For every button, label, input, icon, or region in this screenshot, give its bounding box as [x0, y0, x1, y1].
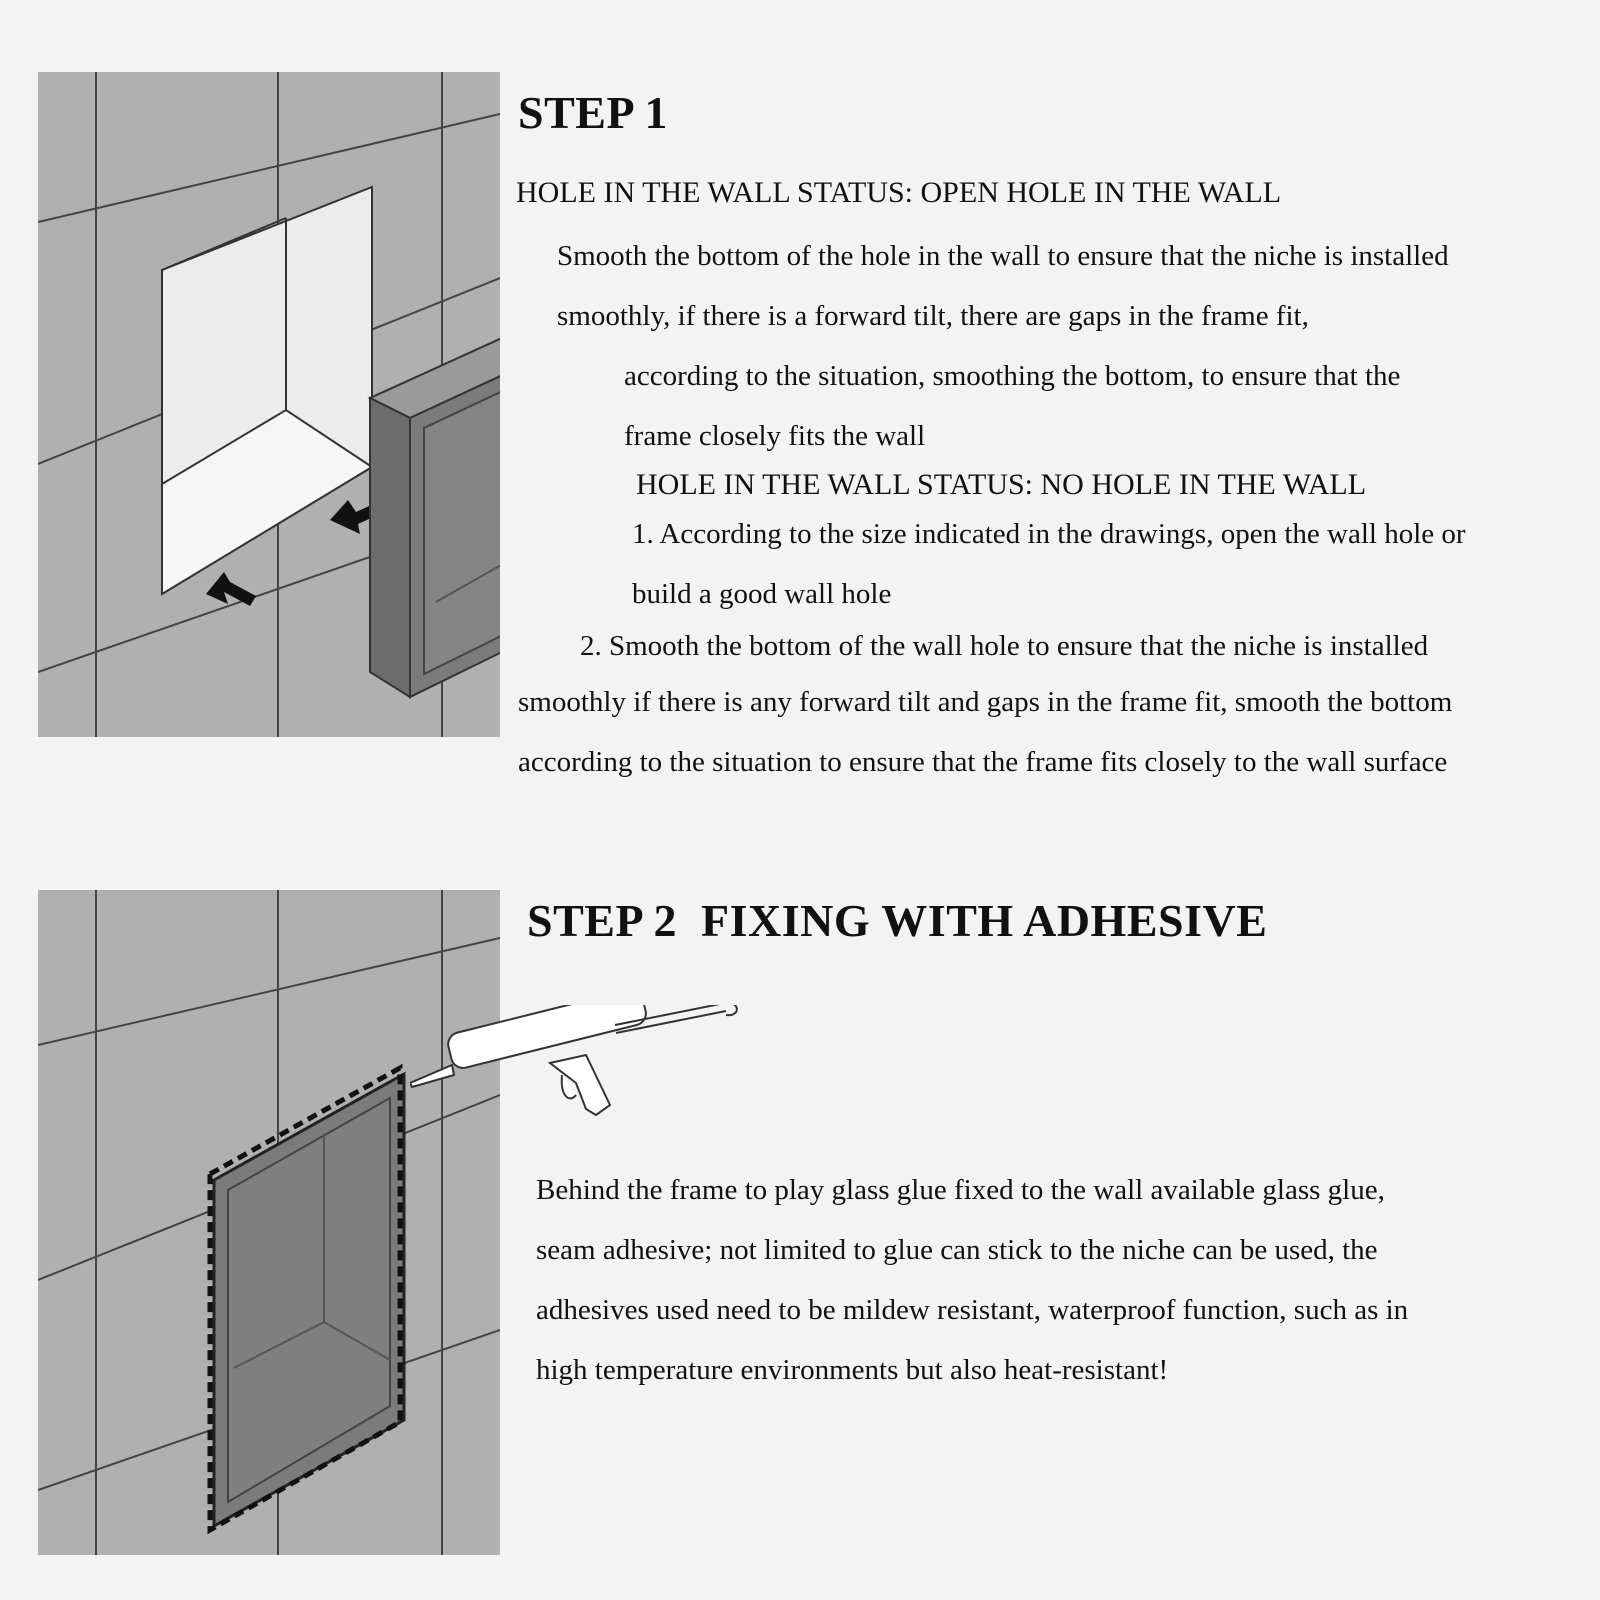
step2-illustration: [38, 890, 500, 1555]
no-hole-line-4: smoothly if there is any forward tilt and gaps in the frame fit, smooth the bottom: [518, 686, 1453, 718]
no-hole-line-3: 2. Smooth the bottom of the wall hole to ensure that the niche is installed: [580, 630, 1429, 662]
subheading-open-hole: HOLE IN THE WALL STATUS: OPEN HOLE IN THE WALL: [516, 176, 1282, 209]
open-hole-line-2: smoothly, if there is a forward tilt, there are gaps in the frame fit,: [557, 300, 1309, 332]
open-hole-line-4: frame closely fits the wall: [624, 420, 926, 452]
step1-title: STEP 1: [518, 87, 669, 138]
subheading-no-hole: HOLE IN THE WALL STATUS: NO HOLE IN THE WALL: [636, 468, 1367, 501]
no-hole-line-1: 1. According to the size indicated in the drawings, open the wall hole or: [632, 518, 1466, 550]
no-hole-line-5: according to the situation to ensure that the frame fits closely to the wall surface: [518, 746, 1448, 778]
no-hole-line-2: build a good wall hole: [632, 578, 892, 610]
step2-title: STEP 2 FIXING WITH ADHESIVE: [527, 895, 1268, 946]
step2-line-3: adhesives used need to be mildew resistant, waterproof function, such as in: [536, 1294, 1409, 1326]
open-hole-line-3: according to the situation, smoothing the bottom, to ensure that the: [624, 360, 1401, 392]
step2-line-1: Behind the frame to play glass glue fixed to the wall available glass glue,: [536, 1174, 1385, 1206]
caulking-gun-icon: [410, 1005, 750, 1135]
step2-line-4: high temperature environments but also heat-resistant!: [536, 1354, 1169, 1386]
open-hole-line-1: Smooth the bottom of the hole in the wall to ensure that the niche is installed: [557, 240, 1449, 272]
step2-line-2: seam adhesive; not limited to glue can stick to the niche can be used, the: [536, 1234, 1378, 1266]
step1-illustration: [38, 72, 500, 737]
